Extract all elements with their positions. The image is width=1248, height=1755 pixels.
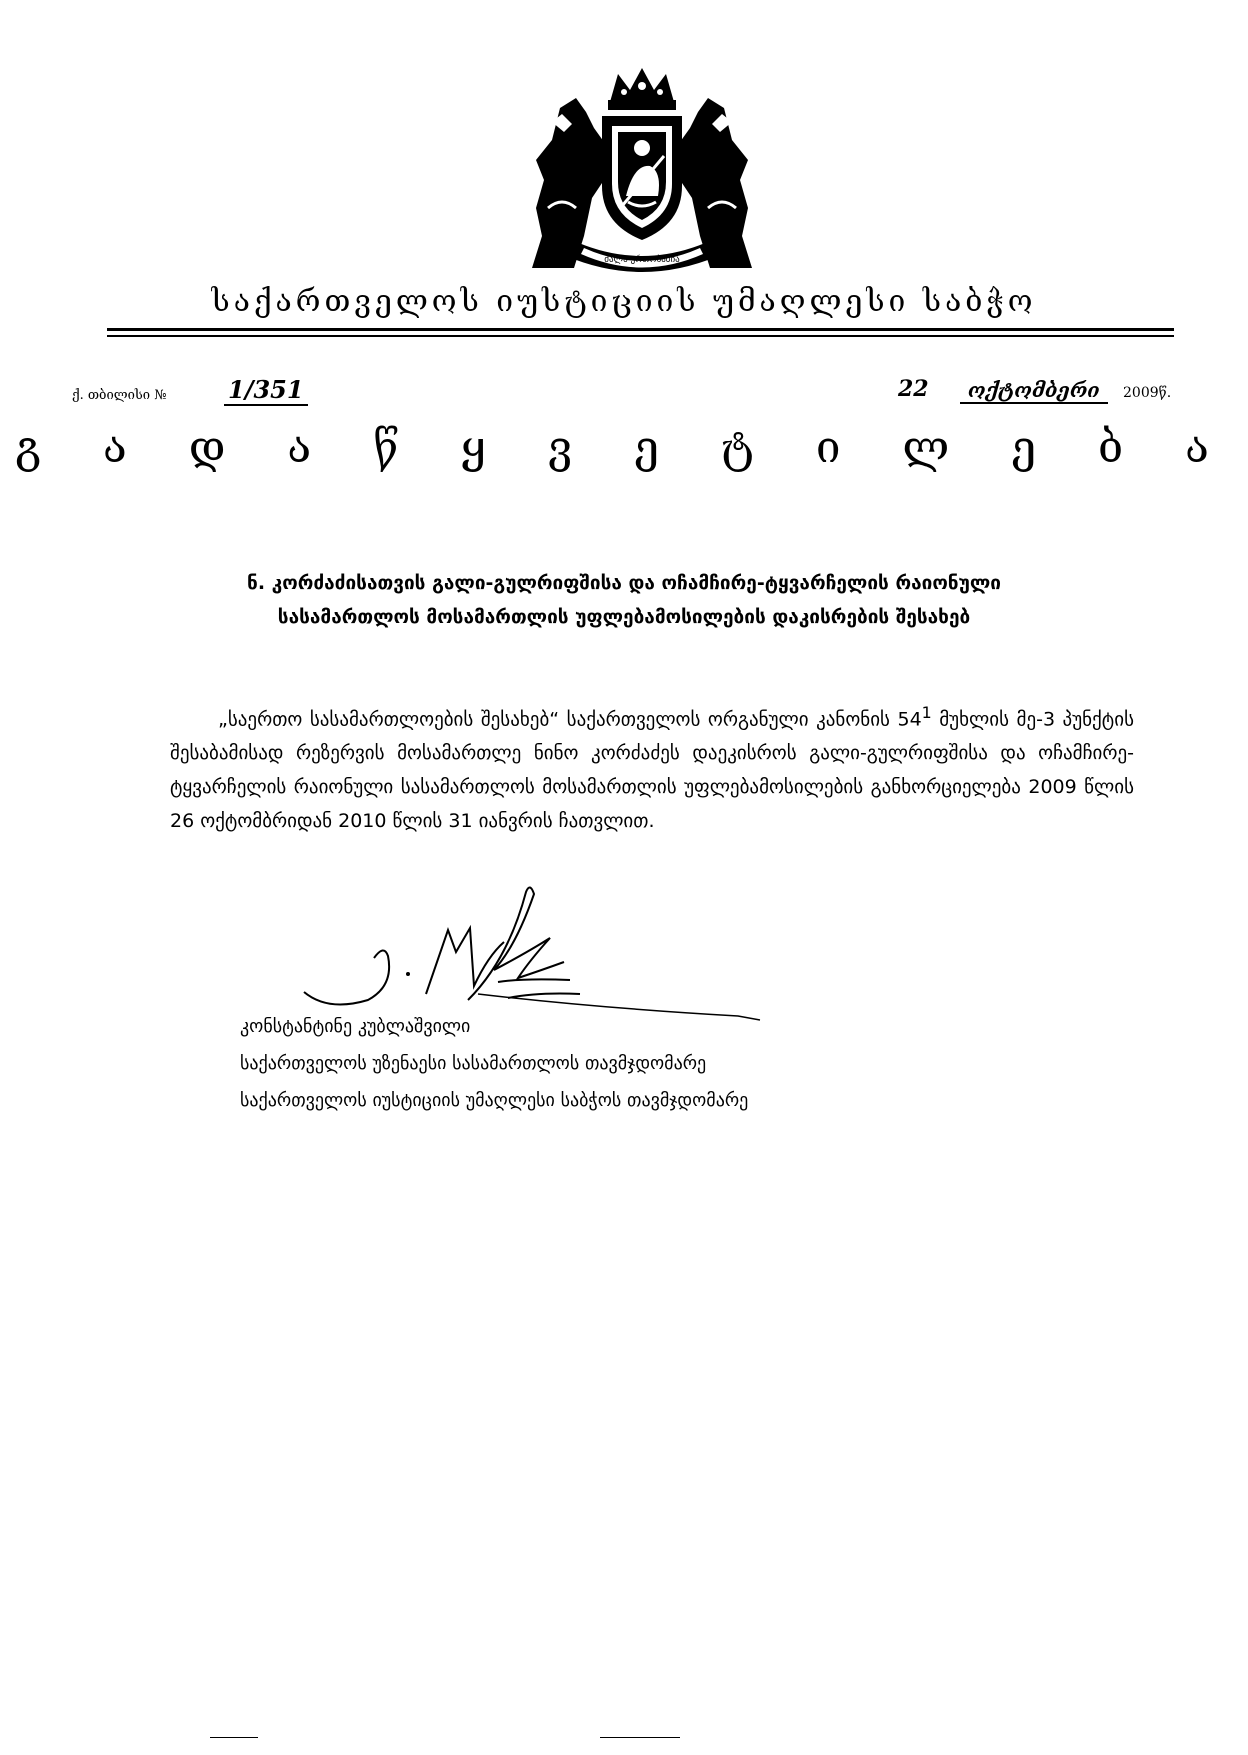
signature-icon <box>298 882 768 1022</box>
subject-line-1: ნ. კორძაძისათვის გალი-გულრიფშისა და ოჩამჩირე-ტყვარჩელის რაიონული <box>247 572 1001 594</box>
header-rule-thick <box>107 328 1174 331</box>
article-superscript: 1 <box>921 703 932 722</box>
document-number: 1/351 <box>224 376 308 406</box>
coat-of-arms-icon <box>522 68 762 280</box>
footer-mark-2 <box>600 1737 680 1738</box>
date-day: 22 <box>898 376 929 402</box>
svg-text:ძალა ერთობაშია: ძალა ერთობაშია <box>604 255 680 265</box>
decision-body <box>170 696 1134 838</box>
date-year: 2009წ. <box>1123 385 1172 401</box>
signatory-position-2: საქართველოს იუსტიციის უმაღლესი საბჭოს თავმჯდომარე <box>240 1090 749 1111</box>
footer-mark-1 <box>210 1737 258 1738</box>
document-number-label: ქ. თბილისი № <box>72 388 167 403</box>
subject-line-2: სასამართლოს მოსამართლის უფლებამოსილების დაკისრების შესახებ <box>277 606 971 628</box>
document-type-heading: გ ა დ ა წ ყ ვ ე ტ ი ლ ე ბ ა <box>15 422 1233 473</box>
date-month: ოქტომბერი <box>960 378 1108 404</box>
body-part-2: მუხლის მე-3 პუნქტის შესაბამისად რეზერვის მოსამართლე ნინო კორძაძეს დაეკისროს გალი-გულრიფშისა და ოჩამჩირე-ტყვარჩელის რაიონული სასამართლოს მოსამართლის უფლებამოსილების განხორციელება 2009 წლის 26 ოქტომბრიდან 2010 წლის 31 იანვრის ჩათვლით. <box>170 708 1134 833</box>
council-title: საქართველოს იუსტიციის უმაღლესი საბჭო <box>211 284 1037 319</box>
body-part-1: „საერთო სასამართლოების შესახებ“ საქართველოს ორგანული კანონის 54 <box>218 708 922 731</box>
signatory-block <box>240 1008 748 1119</box>
header-rule-thin <box>107 335 1174 337</box>
signatory-position-1: საქართველოს უზენაესი სასამართლოს თავმჯდომარე <box>240 1053 707 1074</box>
signatory-name: კონსტანტინე კუბლაშვილი <box>240 1016 471 1037</box>
document-subject <box>150 566 1098 634</box>
